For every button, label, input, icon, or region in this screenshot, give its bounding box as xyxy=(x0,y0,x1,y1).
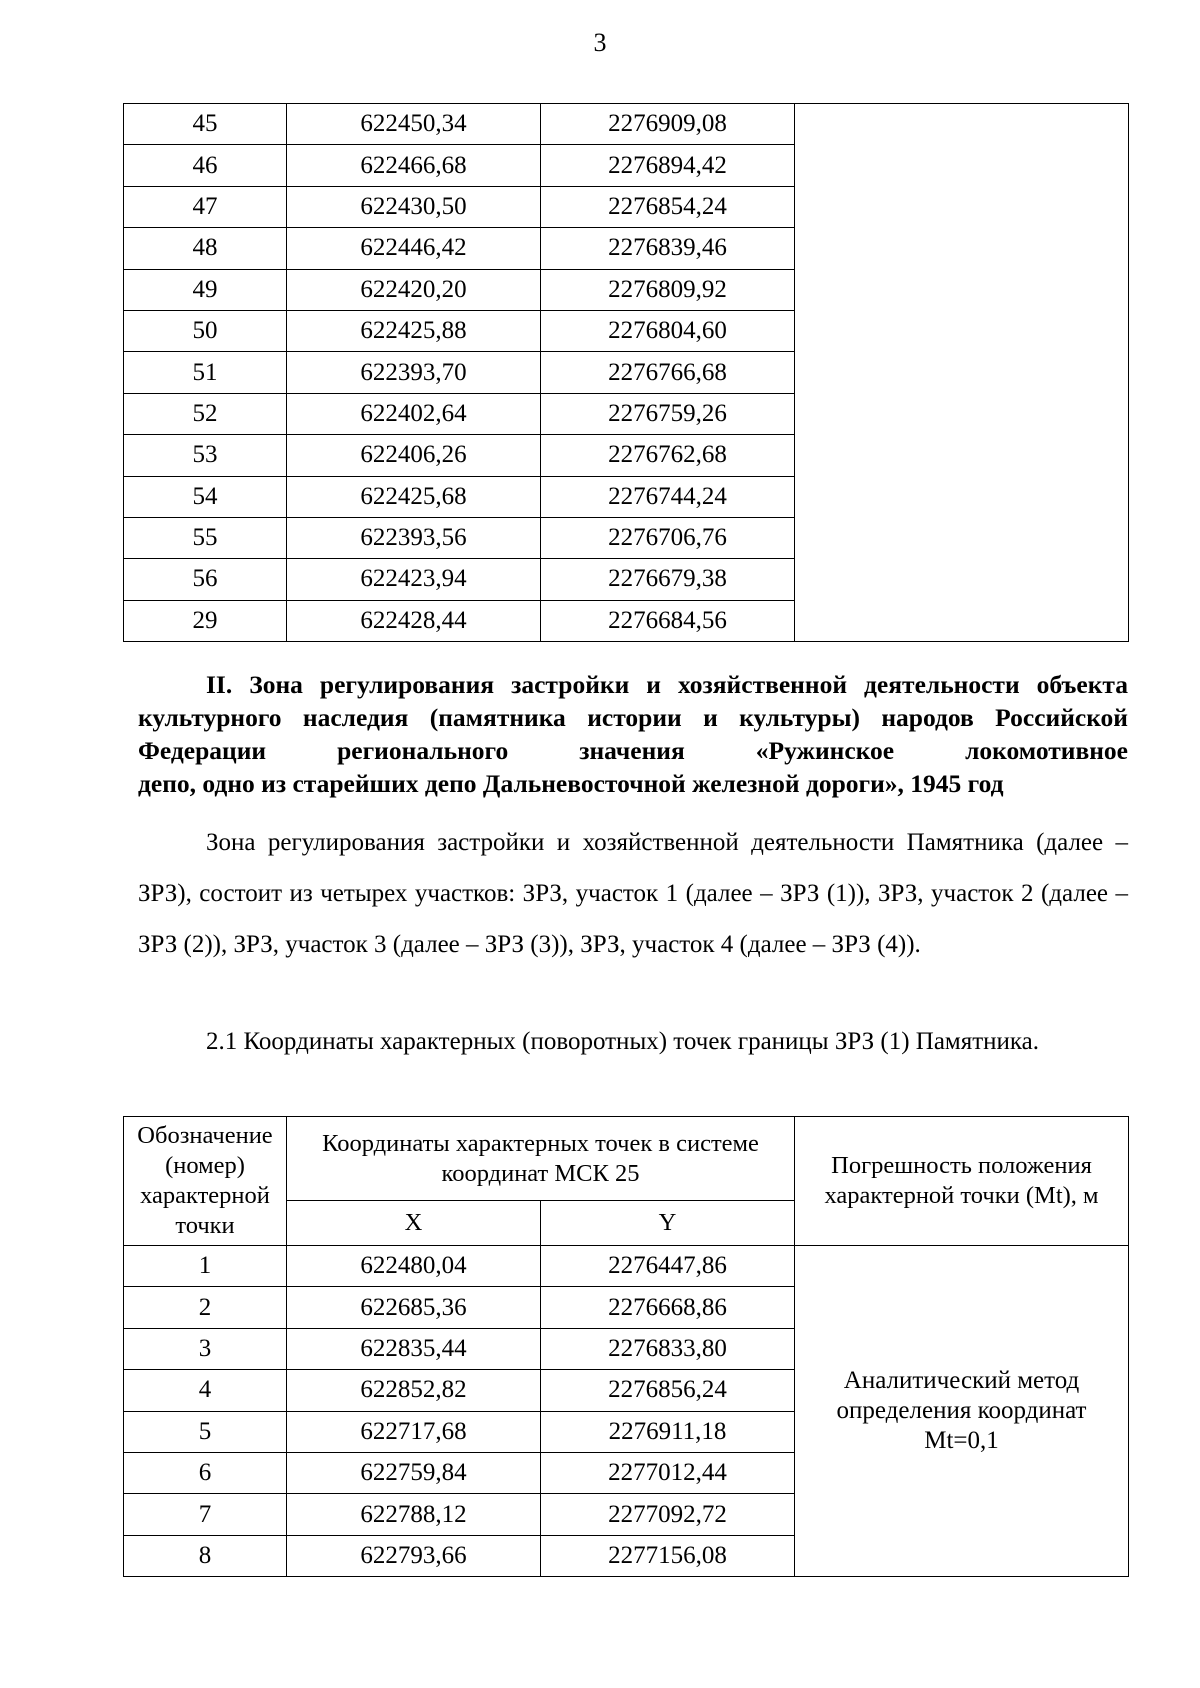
point-number: 3 xyxy=(124,1328,287,1369)
coordinate-x: 622788,12 xyxy=(287,1494,541,1535)
point-number: 5 xyxy=(124,1411,287,1452)
coordinate-x: 622717,68 xyxy=(287,1411,541,1452)
coordinate-y: 2276854,24 xyxy=(541,186,795,227)
coordinate-y: 2276766,68 xyxy=(541,352,795,393)
coordinate-y: 2276684,56 xyxy=(541,600,795,641)
point-number: 52 xyxy=(124,393,287,434)
coordinate-y: 2277012,44 xyxy=(541,1452,795,1493)
coordinate-x: 622466,68 xyxy=(287,145,541,186)
section-heading-last-line: депо, одно из старейших депо Дальневосточной железной дороги», 1945 год xyxy=(138,769,1004,798)
header-coordinates: Координаты характерных точек в системе координат МСК 25 xyxy=(287,1117,795,1201)
page-number: 3 xyxy=(593,28,607,57)
coordinate-x: 622420,20 xyxy=(287,269,541,310)
coordinate-y: 2277092,72 xyxy=(541,1494,795,1535)
coordinate-y: 2276706,76 xyxy=(541,517,795,558)
table-row xyxy=(124,104,1129,145)
coordinate-x: 622685,36 xyxy=(287,1287,541,1328)
coordinate-x: 622852,82 xyxy=(287,1370,541,1411)
coordinate-x: 622759,84 xyxy=(287,1452,541,1493)
point-number: 45 xyxy=(124,104,287,145)
point-number: 49 xyxy=(124,269,287,310)
coordinate-x: 622793,66 xyxy=(287,1535,541,1576)
coordinate-y: 2276744,24 xyxy=(541,476,795,517)
coordinate-x: 622480,04 xyxy=(287,1246,541,1287)
coordinate-y: 2277156,08 xyxy=(541,1535,795,1576)
point-number: 48 xyxy=(124,228,287,269)
coordinate-y: 2276839,46 xyxy=(541,228,795,269)
point-number: 54 xyxy=(124,476,287,517)
header-y: Y xyxy=(541,1201,795,1246)
coordinate-x: 622428,44 xyxy=(287,600,541,641)
accuracy-method: Аналитический метод определения координат Mt=0,1 xyxy=(795,1246,1129,1577)
header-x: X xyxy=(287,1201,541,1246)
coordinate-x: 622450,34 xyxy=(287,104,541,145)
coordinate-y: 2276809,92 xyxy=(541,269,795,310)
coordinate-x: 622423,94 xyxy=(287,559,541,600)
point-number: 55 xyxy=(124,517,287,558)
coordinate-x: 622402,64 xyxy=(287,393,541,434)
header-designation: Обозначение (номер) характерной точки xyxy=(124,1117,287,1246)
coordinate-x: 622393,70 xyxy=(287,352,541,393)
coordinate-y: 2276762,68 xyxy=(541,435,795,476)
coordinate-y: 2276856,24 xyxy=(541,1370,795,1411)
coordinate-y: 2276833,80 xyxy=(541,1328,795,1369)
coordinate-x: 622430,50 xyxy=(287,186,541,227)
point-number: 47 xyxy=(124,186,287,227)
accuracy-cell-empty xyxy=(795,104,1129,642)
coordinate-y: 2276804,60 xyxy=(541,310,795,351)
point-number: 46 xyxy=(124,145,287,186)
coordinates-table-continued xyxy=(123,103,1129,642)
coordinate-y: 2276894,42 xyxy=(541,145,795,186)
coordinate-x: 622406,26 xyxy=(287,435,541,476)
coordinate-x: 622425,88 xyxy=(287,310,541,351)
point-number: 53 xyxy=(124,435,287,476)
coordinate-y: 2276668,86 xyxy=(541,1287,795,1328)
point-number: 1 xyxy=(124,1246,287,1287)
section-heading xyxy=(138,668,1128,800)
point-number: 51 xyxy=(124,352,287,393)
coordinate-x: 622393,56 xyxy=(287,517,541,558)
coordinate-x: 622425,68 xyxy=(287,476,541,517)
coordinate-y: 2276679,38 xyxy=(541,559,795,600)
point-number: 50 xyxy=(124,310,287,351)
coordinates-intro-paragraph: 2.1 Координаты характерных (поворотных) точек границы ЗРЗ (1) Памятника. xyxy=(206,1028,1040,1055)
point-number: 4 xyxy=(124,1370,287,1411)
coordinate-x: 622446,42 xyxy=(287,228,541,269)
coordinate-y: 2276447,86 xyxy=(541,1246,795,1287)
header-accuracy: Погрешность положения характерной точки (Mt), м xyxy=(795,1117,1129,1246)
zone-description-paragraph: Зона регулирования застройки и хозяйственной деятельности Памятника (далее – ЗРЗ), состоит из четырех участков: ЗРЗ, участок 1 (далее – ЗРЗ (1)), ЗРЗ, участок 2 (далее – ЗРЗ (2)), ЗРЗ, участок 3 (далее – ЗРЗ (3)), ЗРЗ, участок 4 (далее – ЗРЗ (4)). xyxy=(138,829,1128,958)
point-number: 8 xyxy=(124,1535,287,1576)
zrz1-coordinates-table xyxy=(123,1116,1129,1577)
point-number: 7 xyxy=(124,1494,287,1535)
table-row xyxy=(124,1246,1129,1287)
point-number: 2 xyxy=(124,1287,287,1328)
coordinate-y: 2276909,08 xyxy=(541,104,795,145)
point-number: 6 xyxy=(124,1452,287,1493)
section-heading-main: II. Зона регулирования застройки и хозяйственной деятельности объекта культурного наследия (памятника истории и культуры) народов Российской Федерации регионального значения «Ружинское локомотивное xyxy=(138,670,1128,765)
point-number: 29 xyxy=(124,600,287,641)
coordinate-y: 2276911,18 xyxy=(541,1411,795,1452)
point-number: 56 xyxy=(124,559,287,600)
coordinate-x: 622835,44 xyxy=(287,1328,541,1369)
coordinate-y: 2276759,26 xyxy=(541,393,795,434)
